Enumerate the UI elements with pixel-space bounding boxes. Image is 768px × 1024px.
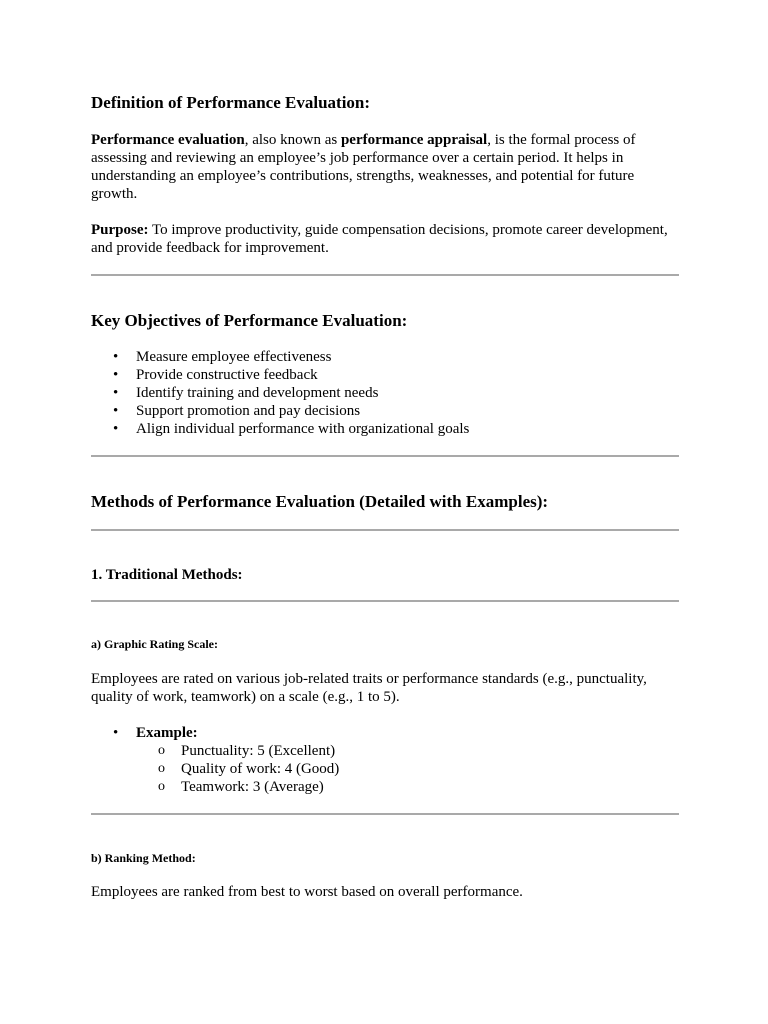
definition-heading: Definition of Performance Evaluation: [91,93,371,112]
list-item-text: Provide constructive feedback [136,367,318,383]
bullet-icon: • [113,367,119,383]
horizontal-rule [91,813,679,815]
bullet-icon: • [113,725,119,741]
circle-bullet-icon: o [158,761,165,776]
list-item-text: Punctuality: 5 (Excellent) [181,743,336,759]
list-item-text: Align individual performance with organizational goals [136,421,470,437]
list-item-text: Measure employee effectiveness [136,349,332,365]
purpose-label: Purpose: [91,222,149,238]
objectives-heading: Key Objectives of Performance Evaluation: [91,311,408,330]
ranking-method-description: Employees are ranked from best to worst based on overall performance. [91,884,523,900]
list-item [91,420,469,438]
circle-bullet-icon: o [158,779,165,794]
bullet-icon: • [113,421,119,437]
example-label: Example: [136,725,198,741]
list-item [91,384,469,402]
example-sublist [136,742,339,796]
graphic-example-list [91,724,339,796]
list-item-text: Identify training and development needs [136,385,379,401]
list-item-text: Quality of work: 4 (Good) [181,761,340,777]
list-item [136,778,339,796]
horizontal-rule [91,274,679,276]
purpose-text: To improve productivity, guide compensation decisions, promote career development, and provide feedback for improvement. [91,222,668,256]
list-item-text: Teamwork: 3 (Average) [181,779,324,795]
definition-text-1: , also known as [244,132,341,148]
list-item [91,724,339,796]
definition-paragraph [91,131,679,203]
list-item-text: Support promotion and pay decisions [136,403,361,419]
graphic-rating-heading: a) Graphic Rating Scale: [91,637,218,651]
graphic-rating-description: Employees are rated on various job-related traits or performance standards (e.g., punctuality, quality of work, teamwork) on a scale (e.g., 1 to 5). [91,671,647,705]
list-item [91,348,469,366]
bullet-icon: • [113,385,119,401]
bullet-icon: • [113,403,119,419]
circle-bullet-icon: o [158,743,165,758]
horizontal-rule [91,600,679,602]
traditional-methods-heading: 1. Traditional Methods: [91,567,243,583]
list-item [91,402,469,420]
ranking-method-heading: b) Ranking Method: [91,851,196,865]
term-performance-appraisal: performance appraisal [340,132,488,148]
horizontal-rule [91,455,679,457]
definition-text-2: , is the formal process of assessing and reviewing an employee’s job performance over a certain period. It helps in understanding an employee’s contributions, strengths, weaknesses, and potential for future growth. [91,132,636,202]
methods-heading: Methods of Performance Evaluation (Detailed with Examples): [91,492,549,511]
bullet-icon: • [113,349,119,365]
list-item [136,742,339,760]
list-item [136,760,339,778]
objectives-list [91,348,469,438]
horizontal-rule [91,529,679,531]
list-item [91,366,469,384]
term-performance-evaluation: Performance evaluation [91,132,245,148]
purpose-paragraph [91,221,679,257]
